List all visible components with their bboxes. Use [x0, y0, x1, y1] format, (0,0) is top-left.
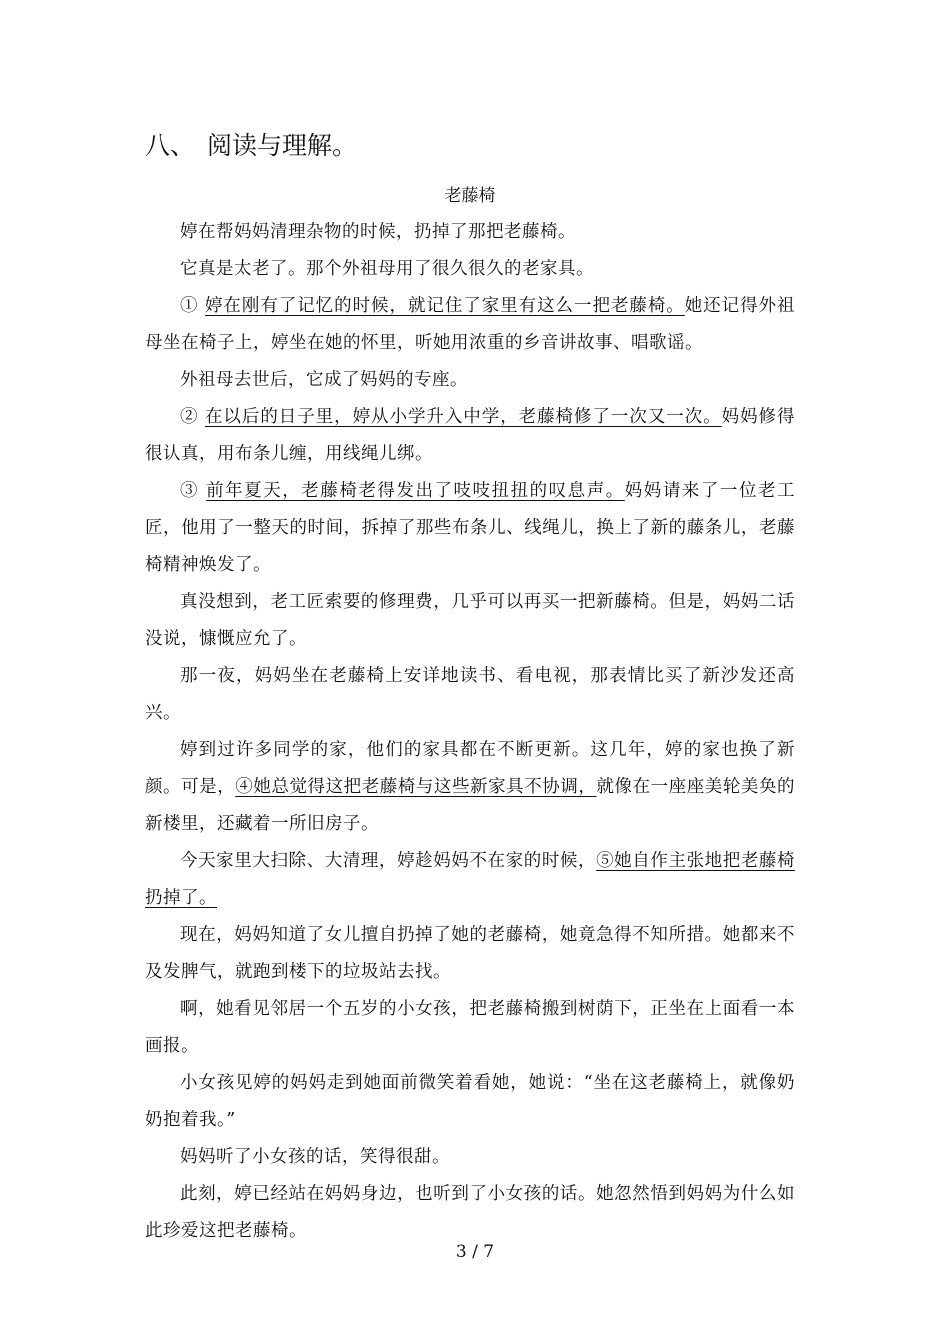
paragraph-text: 妈妈请来了一位老工匠，他用了一整天的时间，拆掉了那些布条儿、线绳儿，换上了新的藤条儿，老藤椅精神焕发了。	[145, 481, 795, 575]
section-number: 八、	[145, 131, 196, 160]
paragraph	[145, 288, 795, 362]
paragraph-text: 她还记得外祖母坐在椅子上，婷坐在她的怀里，听她用浓重的乡音讲故事、唱歌谣。	[145, 296, 795, 353]
paragraph	[145, 658, 795, 732]
paragraph-text: 那一夜，妈妈坐在老藤椅上安详地读书、看电视，那表情比买了新沙发还高兴。	[145, 666, 795, 723]
page-number: 3 / 7	[455, 1242, 495, 1262]
paragraph	[145, 473, 795, 584]
paragraph-text: 就像在一座座美轮美奂的新楼里，还藏着一所旧房子。	[145, 777, 796, 834]
paragraph-text: 啊，她看见邻居一个五岁的小女孩，把老藤椅搬到树荫下，正坐在上面看一本画报。	[145, 999, 795, 1056]
paragraph	[145, 991, 795, 1065]
paragraph	[145, 843, 795, 917]
paragraph-text: 此刻，婷已经站在妈妈身边，也听到了小女孩的话。她忽然悟到妈妈为什么如此珍爱这把老藤椅。	[145, 1184, 795, 1241]
sentence-marker: ①	[180, 296, 205, 316]
paragraph-text: 小女孩见婷的妈妈走到她面前微笑着看她，她说：“坐在这老藤椅上，就像奶奶抱着我。”	[145, 1073, 795, 1130]
paragraph-text: 婷到过许多同学的家，他们的家具都在不断更新。这几年，婷的家也换了新颜。可是，	[145, 740, 795, 797]
underlined-sentence-3: 前年夏天，老藤椅老得发出了吱吱扭扭的叹息声。	[206, 481, 625, 501]
section-title: 阅读与理解。	[207, 131, 358, 160]
paragraph-text: 它真是太老了。那个外祖母用了很久很久的老家具。	[180, 259, 594, 279]
paragraph	[145, 732, 795, 843]
paragraph-text: 妈妈听了小女孩的话，笑得很甜。	[180, 1147, 450, 1167]
paragraph-text: 今天家里大扫除、大清理，婷趁妈妈不在家的时候，	[180, 851, 597, 871]
paragraph	[145, 1065, 795, 1139]
reading-passage	[145, 180, 795, 1250]
paragraph	[145, 1139, 795, 1176]
paragraph-text: 现在，妈妈知道了女儿擅自扔掉了她的老藤椅，她竟急得不知所措。她都来不及发脾气，就跑到楼下的垃圾站去找。	[145, 925, 795, 982]
paragraph	[145, 584, 795, 658]
paragraph	[145, 399, 795, 473]
paragraph	[145, 1176, 795, 1250]
paragraph	[145, 362, 795, 399]
sentence-marker: ③	[180, 481, 207, 501]
underlined-sentence-5: ⑤她自作主张地把老藤椅扔掉了。	[145, 851, 796, 908]
underlined-sentence-1: 婷在刚有了记忆的时候，就记住了家里有这么一把老藤椅。	[204, 296, 685, 316]
passage-title: 老藤椅	[444, 186, 496, 206]
paragraph	[145, 214, 795, 251]
underlined-sentence-4: ④她总觉得这把老藤椅与这些新家具不协调，	[235, 777, 597, 797]
paragraph-text: 外祖母去世后，它成了妈妈的专座。	[180, 370, 468, 390]
sentence-marker: ②	[180, 407, 205, 427]
underlined-sentence-2: 在以后的日子里，婷从小学升入中学，老藤椅修了一次又一次。	[204, 407, 722, 427]
paragraph-text: 妈妈修得很认真，用布条儿缠，用线绳儿绑。	[145, 407, 795, 464]
paragraph-text: 婷在帮妈妈清理杂物的时候，扔掉了那把老藤椅。	[180, 222, 576, 242]
paragraph	[145, 251, 795, 288]
paragraph-text: 真没想到，老工匠索要的修理费，几乎可以再买一把新藤椅。但是，妈妈二话没说，慷慨应允了。	[145, 592, 795, 649]
section-heading	[145, 128, 357, 164]
paragraph	[145, 917, 795, 991]
